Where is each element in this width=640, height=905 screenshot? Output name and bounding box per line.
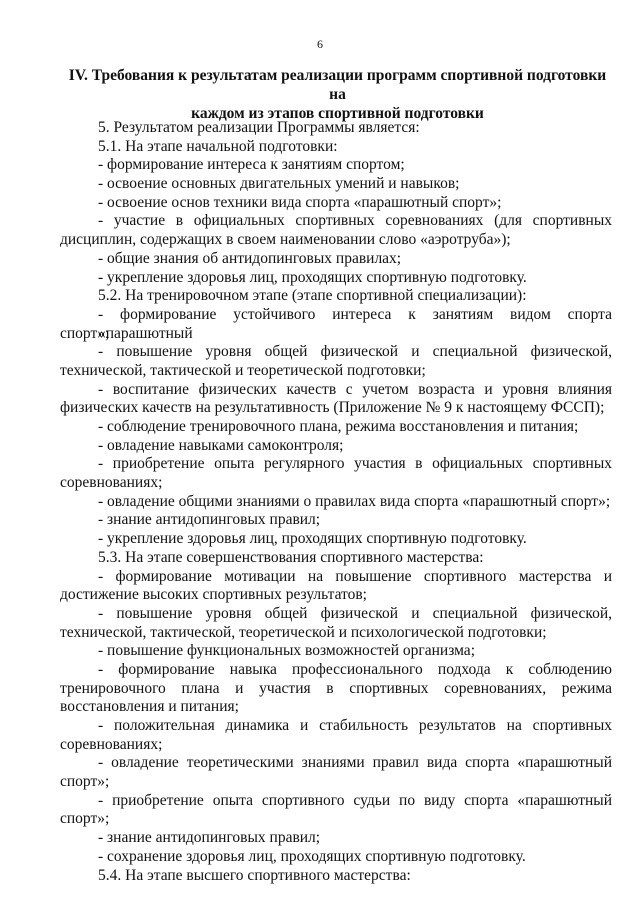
text-line: - освоение основных двигательных умений и навыков; xyxy=(98,175,460,193)
text-line: 5.2. На тренировочном этапе (этапе спортивной специализации): xyxy=(98,287,527,305)
text-line: - приобретение опыта регулярного участия в официальных спортивных xyxy=(98,455,612,473)
page-number: 6 xyxy=(317,37,323,51)
text-line: дисциплин, содержащих в своем наименовании слово «аэротруба»); xyxy=(60,231,511,249)
text-line: достижение высоких спортивных результатов; xyxy=(60,586,367,604)
text-line: спорт»; xyxy=(60,773,110,791)
section-heading-line-1: IV. Требования к результатам реализации программ спортивной подготовки на xyxy=(68,67,607,103)
text-line: - формирование интереса к занятиям спортом; xyxy=(98,156,405,174)
text-line: - формирование устойчивого интереса к занятиям видом спорта «парашютный xyxy=(98,305,612,342)
text-line: - овладение теоретическими знаниями правил вида спорта «парашютный xyxy=(98,754,612,772)
text-line: 5. Результатом реализации Программы является: xyxy=(98,119,420,136)
text-line: 5.4. На этапе высшего спортивного мастерства: xyxy=(98,866,411,884)
section-heading-line-2: каждом из этапов спортивной подготовки xyxy=(191,105,484,122)
text-line: - овладение общими знаниями о правилах вида спорта «парашютный спорт»; xyxy=(98,492,611,510)
text-line: - соблюдение тренировочного плана, режима восстановления и питания; xyxy=(98,418,579,435)
section-heading xyxy=(60,66,615,123)
text-line: спорт»; xyxy=(60,810,110,828)
text-line: - участие в официальных спортивных соревнованиях (для спортивных xyxy=(98,212,612,230)
text-line: - укрепление здоровья лиц, проходящих спортивную подготовку. xyxy=(98,268,527,286)
text-line: 5.1. На этапе начальной подготовки: xyxy=(98,137,338,155)
text-line: - повышение уровня общей физической и специальной физической, xyxy=(98,343,612,361)
text-line: - повышение уровня общей физической и специальной физической, xyxy=(98,604,612,622)
text-line: - приобретение опыта спортивного судьи по виду спорта «парашютный xyxy=(98,791,612,809)
body-text xyxy=(60,119,612,885)
text-line: соревнованиях; xyxy=(60,735,163,753)
text-line: - формирование навыка профессионального подхода к соблюдению xyxy=(98,660,612,678)
text-line: - общие знания об антидопинговых правилах; xyxy=(98,249,402,267)
text-line: - овладение навыками самоконтроля; xyxy=(98,436,344,454)
text-line: - воспитание физических качеств с учетом возраста и уровня влияния xyxy=(98,380,612,398)
text-line: технической, тактической, теоретической и психологической подготовки; xyxy=(60,623,547,641)
text-line: тренировочного плана и участия в спортивных соревнованиях, режима xyxy=(60,679,612,697)
text-line: соревнованиях; xyxy=(60,474,163,492)
text-line: - знание антидопинговых правил; xyxy=(98,511,321,529)
text-line: - формирование мотивации на повышение спортивного мастерства и xyxy=(98,567,612,585)
text-line: - освоение основ техники вида спорта «парашютный спорт»; xyxy=(98,193,502,211)
text-line: физических качеств на результативность (Приложение № 9 к настоящему ФССП); xyxy=(60,399,605,417)
text-line: - сохранение здоровья лиц, проходящих спортивную подготовку. xyxy=(98,847,526,865)
text-line: спорт»; xyxy=(60,324,110,342)
text-line: - положительная динамика и стабильность результатов на спортивных xyxy=(98,717,612,734)
text-line: 5.3. На этапе совершенствования спортивного мастерства: xyxy=(98,548,484,566)
text-line: восстановления и питания; xyxy=(60,698,239,716)
text-line: - повышение функциональных возможностей организма; xyxy=(98,642,475,660)
text-line: технической, тактической и теоретической подготовки; xyxy=(60,361,426,379)
text-line: - знание антидопинговых правил; xyxy=(98,829,321,847)
text-line: - укрепление здоровья лиц, проходящих спортивную подготовку. xyxy=(98,530,527,548)
